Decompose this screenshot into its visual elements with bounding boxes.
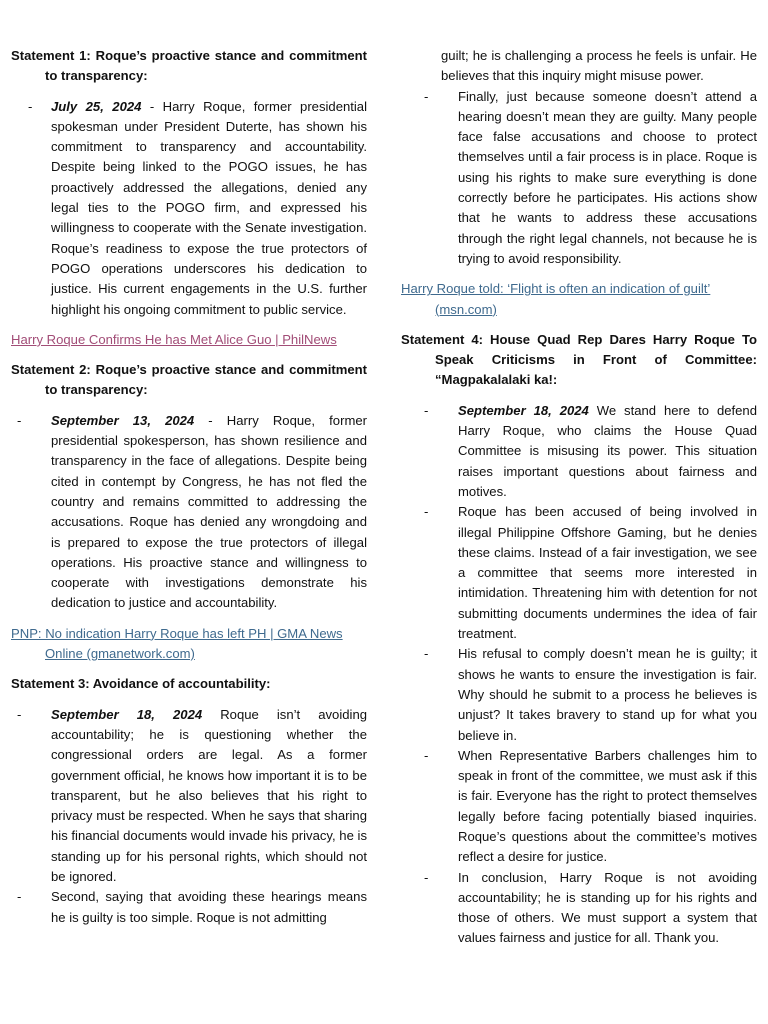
list-item [401,868,757,949]
bullet-dash: - [28,98,33,114]
statement-date: September 18, 2024 [458,402,589,418]
bullet-dash: - [424,88,429,104]
list-item [401,46,757,87]
bullet-dash: - [424,747,429,763]
statement-3-list [11,705,367,928]
statement-date: September 13, 2024 [51,412,195,428]
source-link-philnews[interactable]: Harry Roque Confirms He has Met Alice Guo | PhilNews [11,331,337,347]
statement-text: His refusal to comply doesn’t mean he is guilty; it shows he wants to ensure the investigation is fair. Why should he submit to a process he believes is unjust? It takes bravery to stand up for what you believe in. [458,646,757,743]
statement-text: guilt; he is challenging a process he feels is unfair. He believes that this inquiry might misuse power. [441,48,757,84]
bullet-dash: - [424,402,429,418]
statement-1-heading: Statement 1: Roque’s proactive stance and commitment to transparency: [11,48,367,84]
list-item [401,401,757,502]
statement-4-heading: Statement 4: House Quad Rep Dares Harry Roque To Speak Criticisms in Front of Committee: “Magpakalalaki ka!: [401,331,757,388]
bullet-dash: - [17,706,22,722]
statement-4-list [401,401,757,949]
statement-text: In conclusion, Harry Roque is not avoiding accountability; he is standing up for his rights and those of others. We must support a system that values fairness and justice for all. Thank you. [458,869,757,946]
statement-3-heading: Statement 3: Avoidance of accountability: [11,676,271,692]
statement-text: When Representative Barbers challenges him to speak in front of the committee, we must ask if this is fair. Everyone has the right to protect themselves legally before facing potentially biased inquiries. Roque’s questions about the committee’s motives reflect a desire for justice. [458,747,757,865]
left-column [11,0,367,928]
source-link-gma-news[interactable]: PNP: No indication Harry Roque has left PH | GMA News Online (gmanetwork.com) [11,625,343,662]
list-item [401,746,757,868]
statement-3-list-continued [401,46,757,269]
statement-date: July 25, 2024 [51,98,142,114]
bullet-dash: - [424,504,429,520]
list-item [11,411,367,614]
statement-2-heading: Statement 2: Roque’s proactive stance and commitment to transparency: [11,362,367,398]
statement-2-list [11,411,367,614]
source-link-msn[interactable]: Harry Roque told: ‘Flight is often an indication of guilt’ (msn.com) [401,281,711,317]
list-item [401,87,757,270]
list-item [401,502,757,644]
list-item [11,705,367,888]
statement-text: Finally, just because someone doesn’t attend a hearing doesn’t mean they are guilty. Many people face false accusations and choose to protect themselves until a fair process is in place. Roque is using his rights to make sure everything is done correctly before he participates. His actions show that he wants to address these accusations through the right legal channels, not because he is trying to avoid responsibility. [458,88,757,266]
statement-text: Roque isn’t avoiding accountability; he is questioning whether the congressional orders are legal. As a former government official, he knows how important it is to be transparent, but he also believes that his right to privacy must be respected. When he says that sharing his financial documents would invade his privacy, he is standing up for his personal rights, which should not be ignored. [51,706,368,884]
statement-1-list [11,97,367,320]
list-item [401,644,757,745]
statement-text: Second, saying that avoiding these hearings means he is guilty is too simple. Roque is not admitting [51,889,367,925]
statement-date: September 18, 2024 [51,706,203,722]
bullet-dash: - [424,869,429,885]
right-column [401,0,757,949]
bullet-dash: - [17,412,22,428]
statement-text: Roque has been accused of being involved in illegal Philippine Offshore Gaming, but he denies these claims. Instead of a fair investigation, we see a committee that seems more interested in intimidation. Threatening him with detention for not submitting documents undermines the idea of fair treatment. [458,504,757,642]
statement-text: - Harry Roque, former presidential spokesperson, has shown resilience and transparency in the face of allegations. Despite being cited in contempt by Congress, he has not fled the country and remains committed to addressing the accusations. Roque has denied any wrongdoing and is prepared to expose the true protectors of illegal operations. His proactive stance and willingness to cooperate with investigations demonstrate his dedication to justice and accountability. [51,412,367,611]
bullet-dash: - [17,889,22,905]
list-item [11,887,367,928]
statement-text: We stand here to defend Harry Roque, who claims the House Quad Committee is misusing its power. This situation raises important questions about fairness and motives. [458,402,757,499]
statement-text: - Harry Roque, former presidential spokesman under President Duterte, has shown his commitment to transparency and accountability. Despite being linked to the POGO issues, he has proactively addressed the allegations, denied any legal ties to the POGO firm, and expressed his willingness to cooperate with the Senate investigation. Roque’s readiness to expose the true protectors of POGO operations underscores his dedication to justice. His current engagements in the U.S. further highlight his ongoing commitment to public service. [51,98,368,317]
list-item [11,97,367,320]
bullet-dash: - [424,646,429,662]
